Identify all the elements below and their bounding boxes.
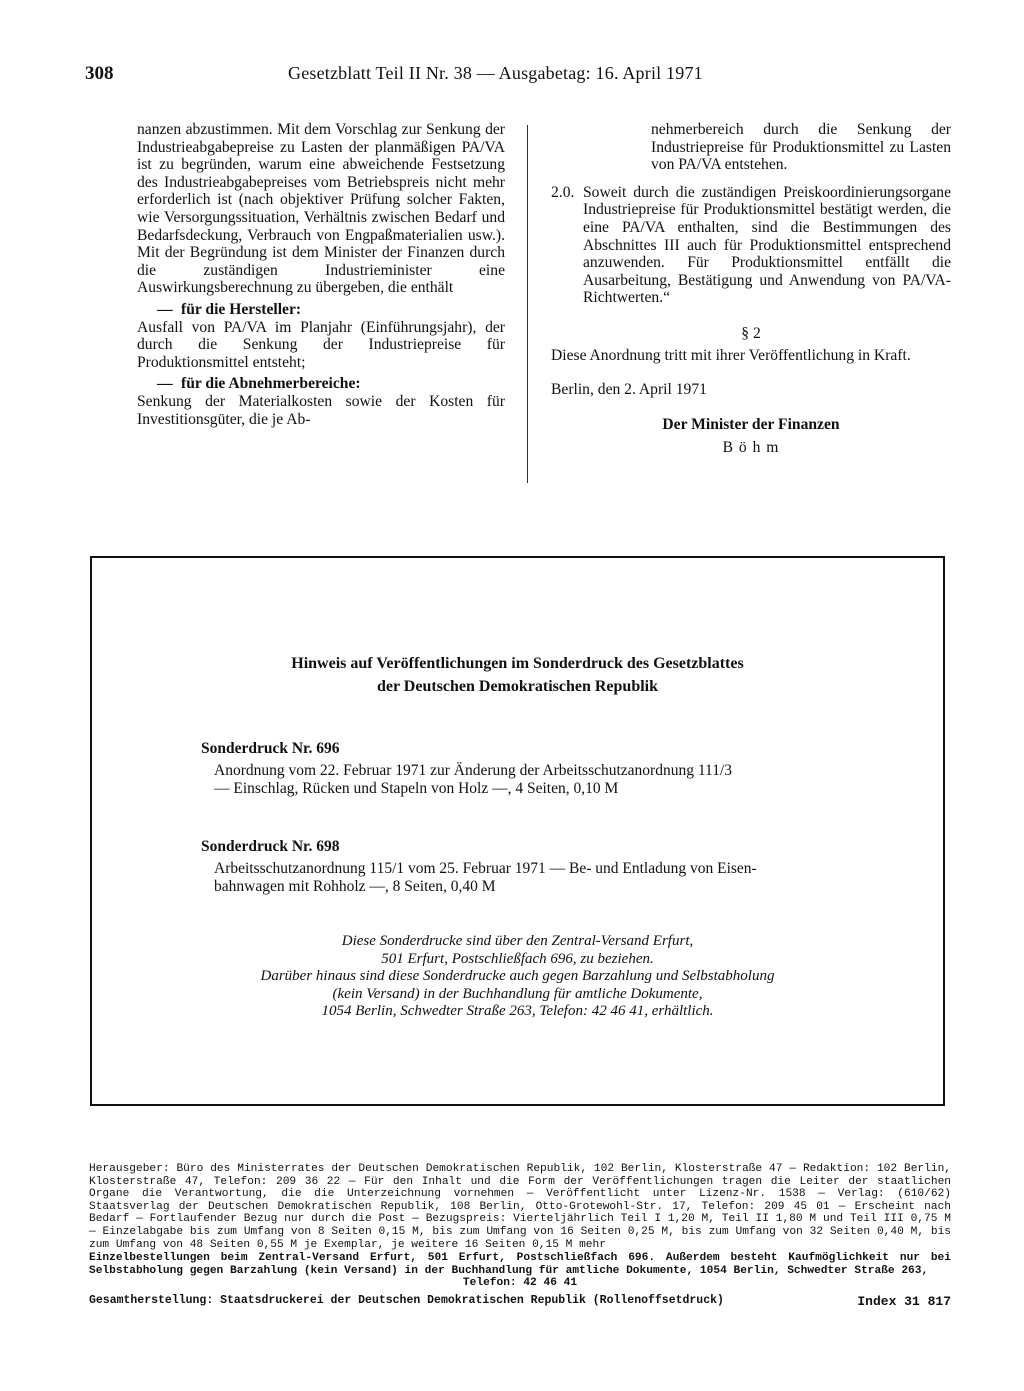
item-number: 2.0. <box>551 183 575 201</box>
printer-line <box>89 1294 951 1307</box>
special-print-line: — Einschlag, Rücken und Stapeln von Holz —, 4 Seiten, 0,10 M <box>214 780 619 797</box>
page-number: 308 <box>85 63 114 84</box>
item-text: Soweit durch die zuständigen Preiskoordinierungsorgane Industriepreise für Produktionsmittel bestätigt werden, die eine PA/VA enthalten, sind die Bestimmungen des Abschnittes III auch für Produktionsmittel entsprechend anzuwenden. Für Produktionsmittel entfällt die Ausarbeitung, Bestätigung und Anwendung von PA/VA-Richtwerten.“ <box>583 183 951 307</box>
imprint-text: Herausgeber: Büro des Ministerrates der Deutschen Demokratischen Republik, 102 Berlin, Klosterstraße 47 — Redaktion: 102 Berlin, Klosterstraße 47, Telefon: 209 36 22 — Für den Inhalt und die Form der Veröffentlichungen tragen die Leiter der staatlichen Organe die Verantwortung, die die Unterzeichnung vornehmen — Veröffentlicht unter Lizenz-Nr. 1538 — Verlag: (610/62) Staatsverlag der Deutschen Demokratischen Republik, 108 Berlin, Otto-Grotewohl-Str. 17, Telefon: 209 45 01 — Erscheint nach Bedarf — Fortlaufender Bezug nur durch die Post — Bezugspreis: Vierteljährlich Teil I 1,20 M, Teil II 1,80 M und Teil III 0,75 M — Einzelabgabe bis zum Umfang von 8 Seiten 0,15 M, bis zum Umfang von 16 Seiten 0,25 M, bis zum Umfang von 32 Seiten 0,40 M, bis zum Umfang von 48 Seiten 0,55 M je Exemplar, je weitere 16 Seiten 0,15 M mehr <box>89 1163 951 1251</box>
order-info-text: Einzelbestellungen beim Zentral-Versand Erfurt, 501 Erfurt, Postschließfach 696. Außerdem besteht Kaufmöglichkeit nur bei Selbstabholung gegen Barzahlung (kein Versand) in der Buchhandlung für amtliche Dokumente, 1054 Berlin, Schwedter Straße 263, <box>89 1252 951 1277</box>
ordering-note-line: Darüber hinaus sind diese Sonderdrucke auch gegen Barzahlung und Selbstabholung <box>260 968 775 984</box>
special-print-line: bahnwagen mit Rohholz —, 8 Seiten, 0,40 M <box>214 878 496 895</box>
left-column <box>137 121 505 428</box>
numbered-item <box>551 184 951 307</box>
ordering-note-line: 501 Erfurt, Postschließfach 696, zu beziehen. <box>381 950 654 967</box>
place-date: Berlin, den 2. April 1971 <box>551 381 707 399</box>
column-divider <box>527 125 528 483</box>
notice-title <box>92 652 943 698</box>
ordering-note-line: Diese Sonderdrucke sind über den Zentral-Versand Erfurt, <box>341 933 694 949</box>
dash-bullet: — <box>157 375 173 393</box>
ordering-note-line: (kein Versand) in der Buchhandlung für amtliche Dokumente, <box>332 985 703 1002</box>
special-print-text <box>214 762 914 798</box>
section-heading: § 2 <box>741 324 761 342</box>
list-item-label: für die Hersteller: <box>181 300 302 318</box>
list-item-customers <box>137 375 505 393</box>
order-info <box>89 1252 951 1290</box>
continuation-text: nehmerbereich durch die Senkung der Industriepreise für Produktionsmittel zu Lasten von PA/VA entstehen. <box>651 121 951 174</box>
notice-title-line: der Deutschen Demokratischen Republik <box>376 678 659 695</box>
ordering-note-line: 1054 Berlin, Schwedter Straße 263, Telefon: 42 46 41, erhältlich. <box>321 1003 714 1019</box>
list-item-text: Senkung der Materialkosten sowie der Kosten für Investitionsgüter, die je Ab- <box>137 392 505 428</box>
right-column <box>551 121 951 457</box>
page-header <box>85 63 755 89</box>
signer-title: Der Minister der Finanzen <box>662 415 840 433</box>
order-info-phone: Telefon: 42 46 41 <box>462 1277 578 1290</box>
ordering-note <box>92 933 943 1021</box>
left-paragraph: nanzen abzustimmen. Mit dem Vorschlag zur Senkung der Industrieabgabepreise zu Lasten der planmäßigen PA/VA ist zu begründen, warum eine abweichende Festsetzung des Industrieabgabepreises vom Betriebspreis nicht mehr erforderlich ist (nach objektiver Prüfung solcher Fakten, wie Versorgungssituation, Verhältnis zwischen Bedarf und Bedarfsdeckung, Verbrauch von Engpaßmaterialien usw.). Mit der Begründung ist dem Minister der Finanzen durch die zuständigen Industrieminister eine Auswirkungsberechnung zu übergeben, die enthält <box>137 121 505 297</box>
list-item-label: für die Abnehmerbereiche: <box>181 375 361 393</box>
special-print-line: Arbeitsschutzanordnung 115/1 vom 25. Februar 1971 — Be- und Entladung von Eisen- <box>214 860 757 877</box>
notice-title-line: Hinweis auf Veröffentlichungen im Sonderdruck des Gesetzblattes <box>291 655 744 672</box>
index-number: Index 31 817 <box>857 1294 951 1309</box>
special-print-line: Anordnung vom 22. Februar 1971 zur Änderung der Arbeitsschutzanordnung 111/3 <box>214 762 733 779</box>
list-item-text: Ausfall von PA/VA im Planjahr (Einführungsjahr), der durch die Senkung der Industriepreise für Produktionsmittel entsteht; <box>137 318 505 371</box>
signer-name: B ö h m <box>722 439 780 457</box>
dash-bullet: — <box>157 300 173 318</box>
imprint <box>89 1163 951 1251</box>
special-print-heading: Sonderdruck Nr. 696 <box>201 740 340 757</box>
printer-text: Gesamtherstellung: Staatsdruckerei der Deutschen Demokratischen Republik (Rollenoffsetdruck) <box>89 1294 724 1307</box>
list-item-manufacturer <box>137 301 505 319</box>
special-print-text <box>214 860 914 896</box>
running-title: Gesetzblatt Teil II Nr. 38 — Ausgabetag: 16. April 1971 <box>288 63 703 83</box>
section-text: Diese Anordnung tritt mit ihrer Veröffentlichung in Kraft. <box>551 346 911 364</box>
notice-box <box>90 556 945 1106</box>
special-print-heading: Sonderdruck Nr. 698 <box>201 838 340 855</box>
